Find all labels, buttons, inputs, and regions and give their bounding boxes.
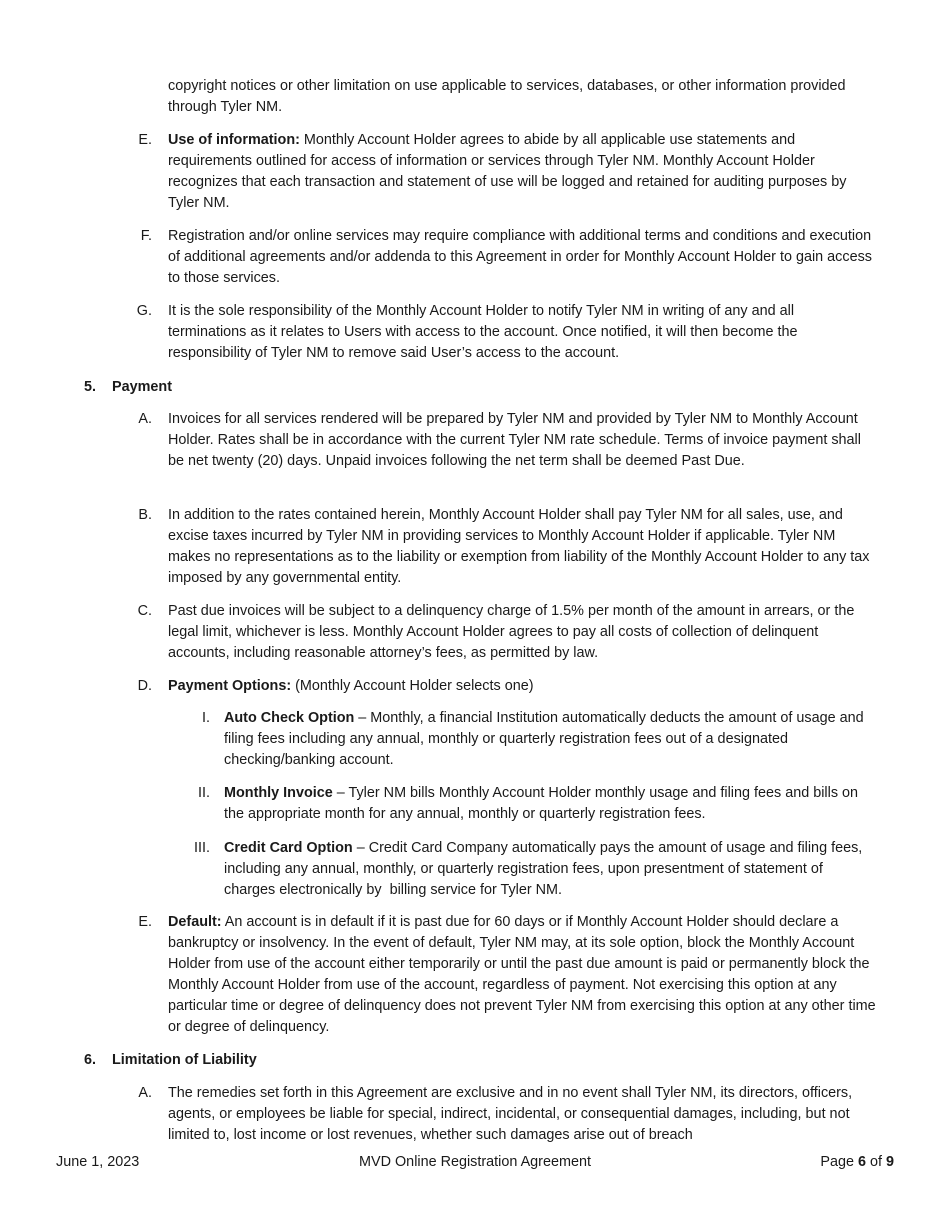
option-marker: I. [202, 710, 210, 726]
item-text [168, 505, 876, 589]
continuation-paragraph [168, 76, 868, 118]
item-marker: C. [137, 603, 152, 619]
item-marker: D. [137, 678, 152, 694]
section-number: 5. [84, 379, 97, 395]
footer-page-number [820, 1152, 894, 1173]
option-text [224, 783, 874, 825]
item-body: Monthly Account Holder agrees to abide by all applicable use statements and requirements outlined for access of information or services through Tyler NM. Monthly Account Holder recognizes that each transaction and statement of use will be logged and retained for auditing purposes by Tyler NM. [168, 132, 847, 211]
page-total: 9 [885, 1154, 894, 1170]
item-body: In addition to the rates contained herein, Monthly Account Holder shall pay Tyler NM for all sales, use, and excise taxes incurred by Tyler NM in providing services to Monthly Account Holder if applicable. Tyler NM makes no representations as to the liability or exemption from liability of the Monthly Account Holder to any tax imposed by any governmental entity. [168, 507, 870, 586]
option-lead: Auto Check Option [224, 710, 355, 726]
item-marker: B. [138, 507, 152, 523]
item-marker: E. [138, 132, 152, 148]
item-text [168, 1083, 876, 1146]
option-body: – Credit Card Company automatically pays the amount of usage and filing fees, including any annual, monthly, or quarterly registration fees, upon presentment of statement of charges electronically by billing service for Tyler NM. [224, 840, 867, 898]
item-body: Past due invoices will be subject to a delinquency charge of 1.5% per month of the amount in arrears, or the legal limit, whichever is less. Monthly Account Holder agrees to pay all costs of collection of delinquent accounts, including reasonable attorney’s fees, as permitted by law. [168, 603, 855, 661]
item-text [168, 676, 876, 697]
item-marker: G. [136, 303, 152, 319]
item-marker: E. [138, 914, 152, 930]
item-marker: F. [140, 228, 152, 244]
page-current: 6 [857, 1154, 866, 1170]
section-title: Payment [112, 379, 172, 395]
item-text [168, 601, 876, 664]
item-body: The remedies set forth in this Agreement are exclusive and in no event shall Tyler NM, its directors, officers, agents, or employees be liable for special, indirect, incidental, or consequential damages, including, but not limited to, lost income or lost revenues, whether such damages arise out of breach [168, 1085, 853, 1143]
item-lead: Use of information: [168, 132, 300, 148]
item-text [168, 226, 876, 289]
item-body: Invoices for all services rendered will be prepared by Tyler NM and provided by Tyler NM to Monthly Account Holder. Rates shall be in accordance with the current Tyler NM rate schedule. Terms of invoice payment shall be net twenty (20) days. Unpaid invoices following the net term shall be deemed Past Due. [168, 411, 861, 469]
item-lead: Payment Options: [168, 678, 292, 694]
option-lead: Monthly Invoice [224, 785, 333, 801]
item-body: Registration and/or online services may require compliance with additional terms and conditions and execution of additional agreements and/or addenda to this Agreement in order for Monthly Account Holder to gain access to those services. [168, 228, 872, 286]
section-title: Limitation of Liability [112, 1052, 257, 1068]
page-of: of [865, 1154, 886, 1170]
item-marker: A. [138, 411, 152, 427]
option-text [224, 838, 874, 901]
item-marker: A. [138, 1085, 152, 1101]
option-text [224, 708, 874, 771]
footer-date: June 1, 2023 [56, 1154, 140, 1170]
item-text [168, 130, 876, 214]
item-lead: Default: [168, 914, 222, 930]
item-text [168, 912, 876, 1038]
continuation-text: copyright notices or other limitation on use applicable to services, databases, or other information provided through Tyler NM. [168, 78, 846, 115]
option-body: – Tyler NM bills Monthly Account Holder monthly usage and filing fees and bills on the appropriate month for any annual, monthly or quarterly registration fees. [224, 785, 859, 822]
item-body: (Monthly Account Holder selects one) [291, 678, 534, 694]
option-marker: II. [198, 785, 210, 801]
footer-title: MVD Online Registration Agreement [359, 1154, 591, 1170]
item-text [168, 301, 876, 364]
page-prefix: Page [820, 1154, 858, 1170]
item-text [168, 409, 876, 472]
section-number: 6. [84, 1052, 97, 1068]
item-body: It is the sole responsibility of the Monthly Account Holder to notify Tyler NM in writing of any and all terminations as it relates to Users with access to the account. Once notified, it will then become the responsibility of Tyler NM to remove said User’s access to the account. [168, 303, 798, 361]
option-lead: Credit Card Option [224, 840, 353, 856]
option-body: – Monthly, a financial Institution automatically deducts the amount of usage and filing fees including any annual, monthly or quarterly registration fees out of a designated checking/banking account. [224, 710, 864, 768]
option-marker: III. [194, 840, 210, 856]
item-body: An account is in default if it is past due for 60 days or if Monthly Account Holder should declare a bankruptcy or insolvency. In the event of default, Tyler NM may, at its sole option, block the Monthly Account Holder from use of the account either temporarily or until the past due amount is paid or permanently block the Monthly Account Holder from use of the account, regardless of payment. Not exercising this option at any particular time or degree of delinquency does not prevent Tyler NM from exercising this option at any other time or degree of delinquency. [168, 914, 876, 1035]
